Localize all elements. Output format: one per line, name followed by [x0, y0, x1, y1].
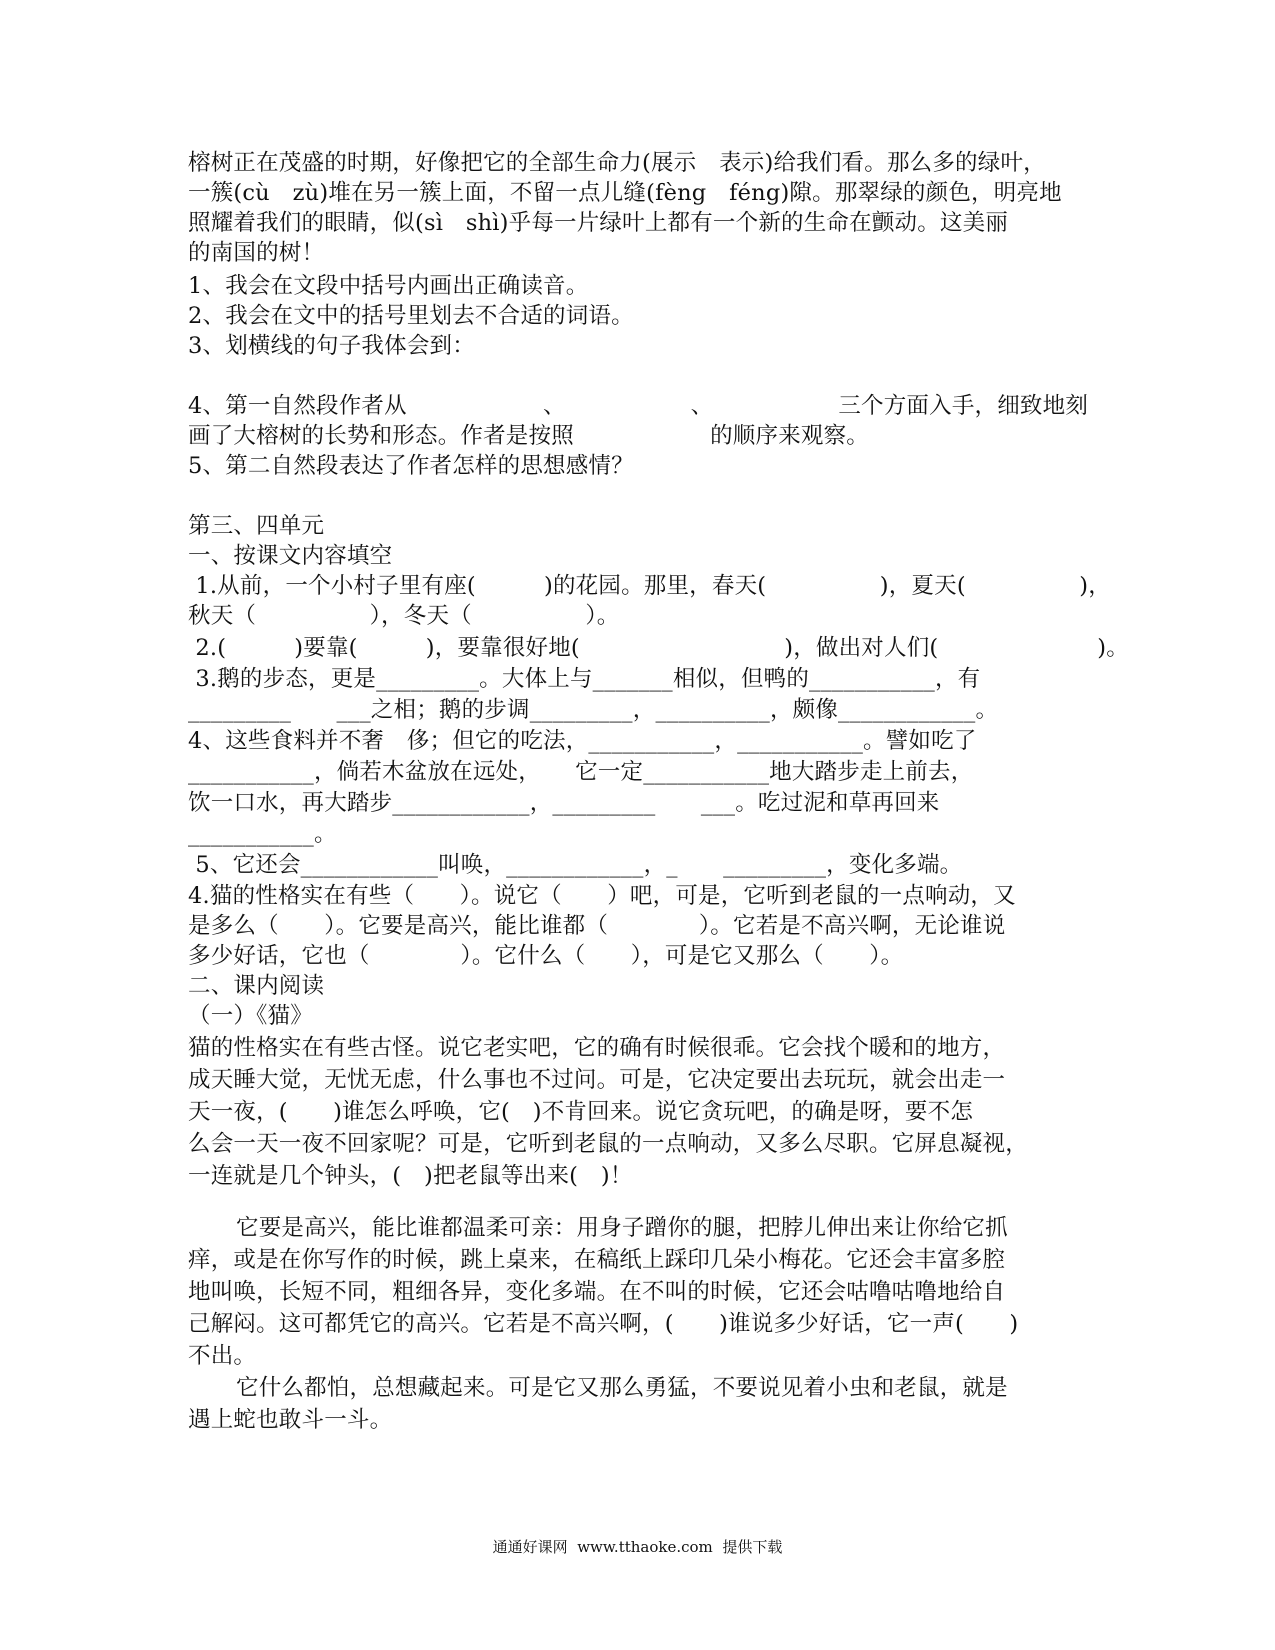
passage-line: 的南国的树！	[188, 240, 325, 266]
passage-line: 它要是高兴，能比谁都温柔可亲：用身子蹭你的腿，把脖儿伸出来让你给它抓	[236, 1215, 1008, 1241]
question-line: 4、第一自然段作者从 、 、 三个方面入手，细致地刻	[188, 393, 1089, 419]
fill-line: 2.( )要靠( )，要靠很好地( )，做出对人们( )。	[188, 635, 1129, 661]
fill-line: 1.从前，一个小村子里有座( )的花园。那里，春天( )，夏天( )，	[188, 573, 1111, 599]
passage-line: 么会一天一夜不回家呢？可是，它听到老鼠的一点响动，又多么尽职。它屏息凝视，	[188, 1131, 1028, 1157]
fill-line: ___________。	[188, 821, 337, 847]
question-line: 5、第二自然段表达了作者怎样的思想感情？	[188, 453, 634, 479]
fill-line: 4、这些食料并不奢 侈；但它的吃法，___________，___________。譬如吃了	[188, 728, 977, 754]
fill-line: 是多么（ ）。它要是高兴，能比谁都（ ）。它若是不高兴啊，无论谁说	[188, 913, 1006, 939]
passage-line: 猫的性格实在有些古怪。说它老实吧，它的确有时候很乖。它会找个暖和的地方，	[188, 1035, 1006, 1061]
question-line: 画了大榕树的长势和形态。作者是按照 的顺序来观察。	[188, 423, 870, 449]
passage-line: 不出。	[188, 1343, 257, 1369]
fill-line: 秋天（ ），冬天（ ）。	[188, 603, 620, 629]
passage-line: 地叫唤，长短不同，粗细各异，变化多端。在不叫的时候，它还会咕噜咕噜地给自	[188, 1279, 1006, 1305]
question-line: 3、划横线的句子我体会到：	[188, 333, 475, 359]
passage-line: 一簇(cù zù)堆在另一簇上面，不留一点儿缝(fèng féng)隙。那翠绿的颜色，明亮地	[188, 180, 1062, 206]
fill-line: 4.猫的性格实在有些（ ）。说它（ ）吧，可是，它听到老鼠的一点响动，又	[188, 883, 1016, 909]
fill-line: 饮一口水，再大踏步____________，_________ ___。吃过泥和草再回来	[188, 790, 940, 816]
passage-line: 成天睡大觉，无忧无虑，什么事也不过问。可是，它决定要出去玩玩，就会出走一	[188, 1067, 1006, 1093]
passage-line: 遇上蛇也敢斗一斗。	[188, 1407, 393, 1433]
passage-line: 一连就是几个钟头，( )把老鼠等出来( )！	[188, 1163, 633, 1189]
question-line: 1、我会在文段中括号内画出正确读音。	[188, 273, 589, 299]
passage-line: 照耀着我们的眼睛，似(sì shì)乎每一片绿叶上都有一个新的生命在颤动。这美丽	[188, 210, 1009, 236]
fill-line: 5、它还会____________叫唤，____________，_ _________，变化多端。	[188, 852, 963, 878]
passage-line: 天一夜，( )谁怎么呼唤，它( )不肯回来。说它贪玩吧，的确是呀，要不怎	[188, 1099, 974, 1125]
passage-line: 己解闷。这可都凭它的高兴。它若是不高兴啊，( )谁说多少好话，它一声( )	[188, 1311, 1019, 1337]
passage-line: 榕树正在茂盛的时期，好像把它的全部生命力(展示 表示)给我们看。那么多的绿叶，	[188, 150, 1046, 176]
fill-line: 3.鹅的步态，更是_________。大体上与_______相似，但鸭的___________，有	[188, 666, 981, 692]
fill-line: 多少好话，它也（ ）。它什么（ ），可是它又那么（ ）。	[188, 943, 904, 969]
section-title: 二、课内阅读	[188, 973, 325, 999]
fill-line: _________ ___之相；鹅的步调_________，__________，颇像____________。	[188, 697, 999, 723]
section-title: 一、按课文内容填空	[188, 543, 393, 569]
unit-title: 第三、四单元	[188, 513, 325, 539]
reading-title: （一）《猫》	[188, 1003, 313, 1029]
passage-line: 痒，或是在你写作的时候，跳上桌来，在稿纸上踩印几朵小梅花。它还会丰富多腔	[188, 1247, 1006, 1273]
question-line: 2、我会在文中的括号里划去不合适的词语。	[188, 303, 634, 329]
page-footer: 通通好课网 www.tthaoke.com 提供下载	[492, 1538, 783, 1556]
passage-line: 它什么都怕，总想藏起来。可是它又那么勇猛，不要说见着小虫和老鼠，就是	[236, 1375, 1008, 1401]
fill-line: ___________，倘若木盆放在远处， 它一定___________地大踏步走上前去，	[188, 759, 974, 785]
